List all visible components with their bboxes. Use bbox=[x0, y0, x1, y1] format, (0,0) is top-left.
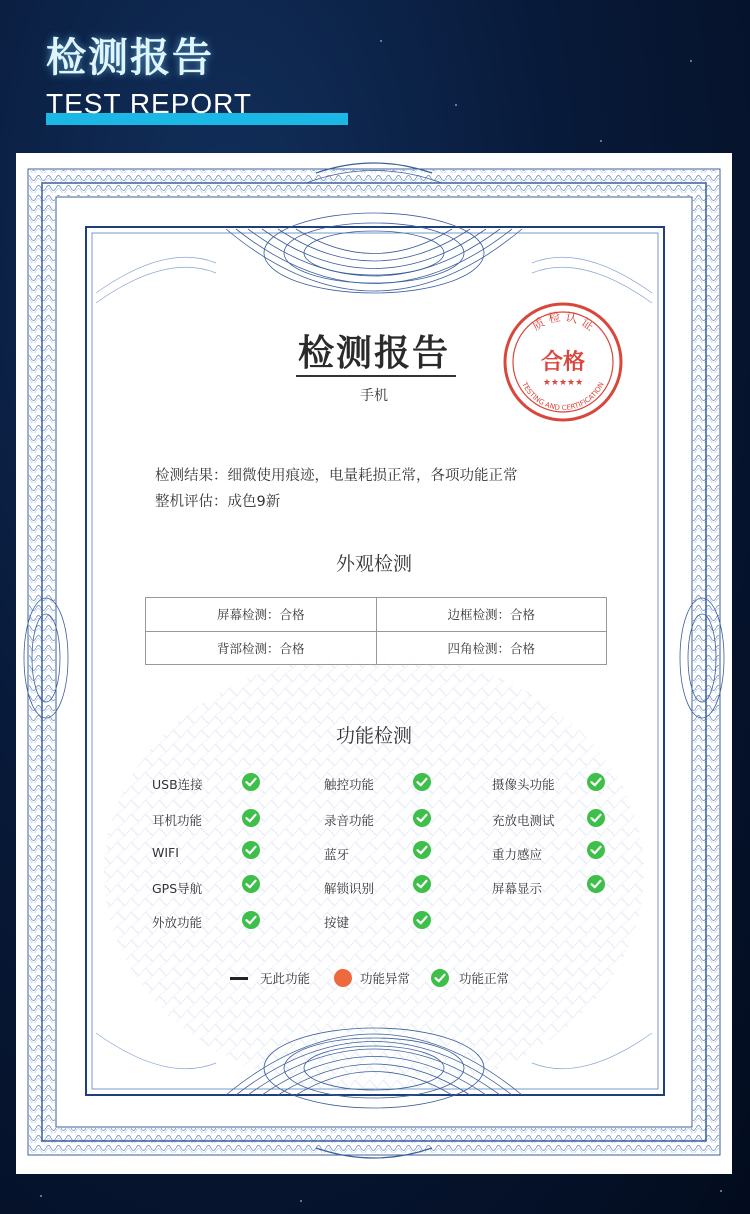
appearance-cell: 边框检测：合格 bbox=[376, 598, 607, 632]
header-title: 检测报告 bbox=[46, 35, 214, 81]
green-check-icon bbox=[587, 809, 605, 827]
certificate-title: 检测报告 bbox=[297, 333, 450, 374]
appearance-cell: 背部检测：合格 bbox=[146, 631, 377, 665]
appearance-table bbox=[145, 597, 607, 665]
appearance-section-title: 外观检测 bbox=[335, 553, 412, 575]
legend-normal-check-icon bbox=[431, 969, 449, 987]
stamp-bottom-text: TESTING AND CERTIFICATION bbox=[520, 380, 606, 413]
legend-dash-icon bbox=[230, 977, 248, 980]
stamp-top-text: 质 检 认 证 bbox=[529, 309, 597, 334]
green-check-icon bbox=[242, 773, 260, 791]
certificate bbox=[16, 153, 732, 1174]
function-item: 外放功能 bbox=[152, 915, 203, 930]
function-item: 重力感应 bbox=[492, 847, 543, 862]
function-item: GPS导航 bbox=[152, 881, 203, 896]
green-check-icon bbox=[413, 875, 431, 893]
function-item: 解锁识别 bbox=[324, 881, 375, 896]
green-check-icon bbox=[242, 809, 260, 827]
function-item: 蓝牙 bbox=[324, 847, 350, 862]
green-check-icon bbox=[242, 911, 260, 929]
green-check-icon bbox=[587, 841, 605, 859]
function-item: 充放电测试 bbox=[492, 813, 555, 828]
function-item: 录音功能 bbox=[324, 813, 375, 828]
inspection-result: 检测结果：细微使用痕迹，电量耗损正常，各项功能正常 bbox=[155, 468, 518, 484]
green-check-icon bbox=[242, 841, 260, 859]
svg-text:质 检 认 证 bbox=[529, 309, 597, 334]
table-row bbox=[146, 631, 607, 665]
legend-none-label: 无此功能 bbox=[260, 971, 311, 986]
certificate-subtitle: 手机 bbox=[360, 388, 388, 404]
legend-normal-label: 功能正常 bbox=[459, 971, 510, 986]
green-check-icon bbox=[413, 773, 431, 791]
function-item: 按键 bbox=[324, 915, 350, 930]
table-row bbox=[146, 598, 607, 632]
function-section-title: 功能检测 bbox=[335, 725, 412, 747]
green-check-icon bbox=[242, 875, 260, 893]
function-item: 屏幕显示 bbox=[492, 881, 543, 896]
appearance-cell: 四角检测：合格 bbox=[376, 631, 607, 665]
legend-abnormal-label: 功能异常 bbox=[360, 971, 411, 986]
header-subtitle: TEST REPORT bbox=[46, 88, 253, 119]
qualified-stamp-icon bbox=[500, 299, 626, 425]
function-item: 摄像头功能 bbox=[492, 777, 555, 792]
title-underline bbox=[296, 375, 456, 377]
function-item: 耳机功能 bbox=[152, 813, 203, 828]
overall-evaluation: 整机评估：成色9新 bbox=[155, 494, 281, 510]
green-check-icon bbox=[413, 841, 431, 859]
green-check-icon bbox=[413, 809, 431, 827]
green-check-icon bbox=[587, 773, 605, 791]
function-item: WIFI bbox=[152, 845, 179, 860]
appearance-cell: 屏幕检测：合格 bbox=[146, 598, 377, 632]
stamp-stars: ★★★★★ bbox=[542, 378, 584, 388]
function-item: 触控功能 bbox=[324, 777, 375, 792]
stamp-center-text: 合格 bbox=[540, 350, 586, 375]
function-item: USB连接 bbox=[152, 777, 203, 792]
green-check-icon bbox=[413, 911, 431, 929]
legend-abnormal-dot-icon bbox=[334, 969, 352, 987]
green-check-icon bbox=[587, 875, 605, 893]
